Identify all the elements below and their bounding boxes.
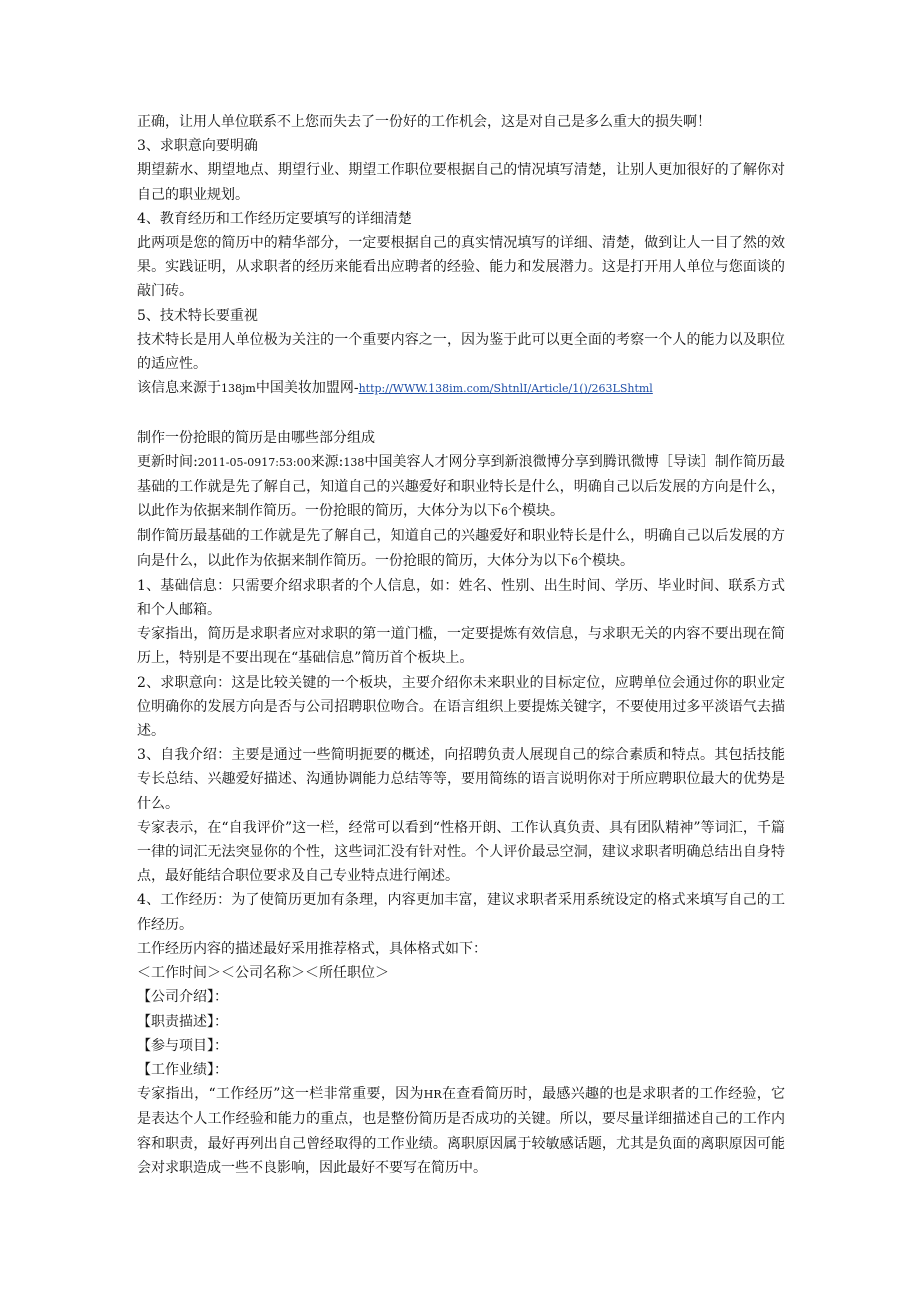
meta-prefix: 更新时间: <box>137 453 198 470</box>
expert4-b: 在查看简历时，最感兴趣的也是求职者的工作经验，它是表达个人工作经验和能力的重点，也是整份简历是否成功的关键。所以，要尽量详细描述自己的工作内容和职责，最好再列出自己曾经取得的工作业绩。离职原因属于较敏感话题，尤其是负面的离职原因可能会对求职造成一些不良影响，因此最好不要写在简历中。 <box>137 1086 785 1176</box>
module-count: 6 <box>571 554 578 568</box>
modules-tail: 个模块。 <box>508 503 564 520</box>
heading-technical-skills: 5、技术特长要重视 <box>137 307 258 324</box>
heading-job-intention: 3、求职意向要明确 <box>137 138 258 155</box>
meta-time: 2011-05-0917:53:00 <box>197 455 311 469</box>
intro-text: 制作简历最基础的工作就是先了解自己，知道自己的兴趣爱好和职业特长是什么，明确自己以后发展的方向是什么，以此作为依据来制作简历。一份抢眼的简历，大体分为以下 <box>137 528 785 569</box>
source-site: 138jm <box>221 382 256 396</box>
format-intro: 工作经历内容的描述最好采用推荐格式，具体格式如下： <box>137 940 487 957</box>
paragraph-job-intention: 期望薪水、期望地点、期望行业、期望工作职位要根据自己的情况填写清楚，让别人更加很好的了解你对自己的职业规划。 <box>137 162 785 203</box>
hr-abbrev: HR <box>423 1088 442 1102</box>
modules-tail: 个模块。 <box>578 552 634 569</box>
item-work-experience: 4、工作经历：为了使简历更加有条理，内容更加丰富，建议求职者采用系统设定的格式来填写自己的工作经历。 <box>137 892 785 933</box>
expert4-a: 专家指出，“工作经历”这一栏非常重要，因为 <box>137 1086 424 1103</box>
article-meta-paragraph <box>137 450 785 525</box>
article-title: 制作一份抢眼的简历是由哪些部分组成 <box>137 429 375 446</box>
heading-education-work: 4、教育经历和工作经历定要填写的详细清楚 <box>137 210 412 227</box>
item-self-intro: 3、自我介绍：主要是通过一些简明扼要的概述，向招聘负责人展现自己的综合素质和特点。其包括技能专长总结、兴趣爱好描述、沟通协调能力总结等等，要用简练的语言说明你对于所应聘职位最大的优势是什么。 <box>137 747 785 812</box>
source-line <box>137 376 785 401</box>
source-name: 中国美妆加盟网- <box>255 380 359 397</box>
document-body <box>137 110 785 1180</box>
expert-note-basic-info: 专家指出，简历是求职者应对求职的第一道门槛，一定要提炼有效信息，与求职无关的内容不要出现在简历上，特别是不要出现在“基础信息”简历首个板块上。 <box>137 626 785 667</box>
meta-rest: 中国美容人才网分享到新浪微博分享到腾讯微博［导读］制作简历最基础的工作就是先了解自己，知道自己的兴趣爱好和职业特长是什么，明确自己以后发展的方向是什么，以此作为依据来制作简历。一份抢眼的简历，大体分为以下 <box>137 453 785 520</box>
field-company-intro: 【公司介绍】： <box>137 989 228 1006</box>
expert-note-work-experience <box>137 1082 785 1180</box>
meta-source-num: 138 <box>343 455 365 469</box>
paragraph-education-work: 此两项是您的简历中的精华部分，一定要根据自己的真实情况填写的详细、清楚，做到让人一目了然的效果。实践证明，从求职者的经历来能看出应聘者的经验、能力和发展潜力。这是打开用人单位与您面谈的敲门砖。 <box>137 235 785 300</box>
paragraph-contact-warning: 正确，让用人单位联系不上您而失去了一份好的工作机会，这是对自己是多么重大的损失啊！ <box>137 114 711 130</box>
paragraph-intro <box>137 524 785 573</box>
field-result: 【工作业绩】： <box>137 1061 228 1078</box>
field-project: 【参与项目】： <box>137 1037 228 1054</box>
source-prefix: 该信息来源于 <box>137 380 221 397</box>
module-count: 6 <box>501 505 508 519</box>
spacer <box>137 401 785 425</box>
item-basic-info: 1、基础信息：只需要介绍求职者的个人信息，如：姓名、性别、出生时间、学历、毕业时间、联系方式和个人邮箱。 <box>137 577 785 619</box>
format-line: ＜工作时间＞＜公司名称＞＜所任职位＞ <box>137 965 389 982</box>
item-job-intention: 2、求职意向：这是比较关键的一个板块，主要介绍你未来职业的目标定位，应聘单位会通过你的职业定位明确你的发展方向是否与公司招聘职位吻合。在语言组织上要提炼关键字，不要使用过多平淡语气去描述。 <box>137 674 785 740</box>
paragraph-technical-skills: 技术特长是用人单位极为关注的一个重要内容之一，因为鉴于此可以更全面的考察一个人的能力以及职位的适应性。 <box>137 331 785 373</box>
expert-note-self-eval: 专家表示，在“自我评价”这一栏，经常可以看到“性格开朗、工作认真负责、具有团队精神”等词汇，千篇一律的词汇无法突显你的个性，这些词汇没有针对性。个人评价最忌空洞，建议求职者明确总结出自身特点，最好能结合职位要求及自己专业特点进行阐述。 <box>137 819 785 885</box>
source-link[interactable]: http://WWW.138im.com/ShtnlI/Article/1()/263LShtml <box>358 382 653 396</box>
meta-source-label: 来源: <box>310 453 344 470</box>
field-duty: 【职责描述】： <box>137 1013 228 1030</box>
